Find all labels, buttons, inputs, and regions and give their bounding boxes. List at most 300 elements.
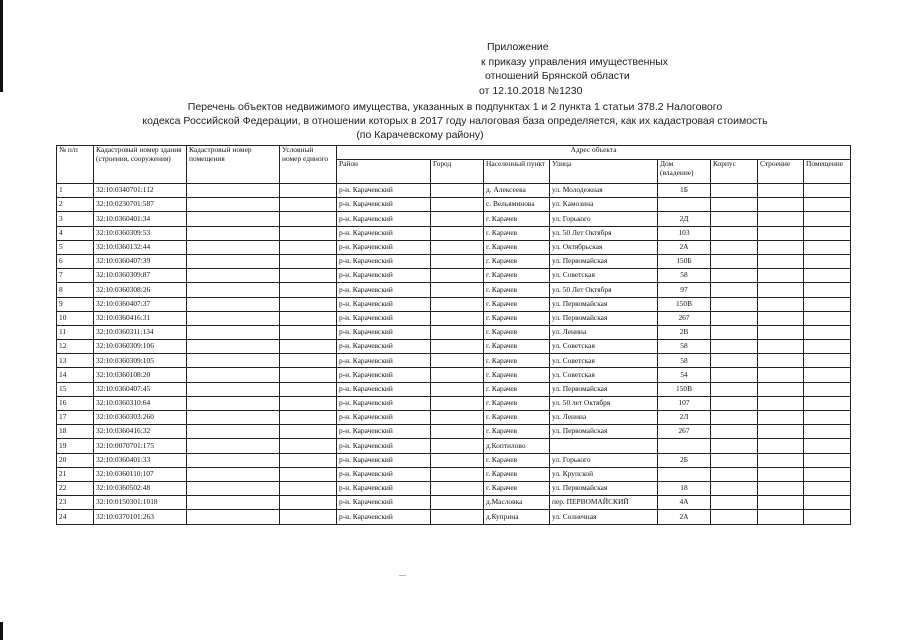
cell-street: ул. Горького <box>550 453 658 467</box>
cell-cadastral-building: 32:10:0360132:44 <box>94 240 187 254</box>
table-row <box>57 325 851 339</box>
cell-settlement: г. Карачев <box>484 467 550 481</box>
cell-num: 13 <box>57 354 94 368</box>
cell-room <box>804 354 851 368</box>
cell-city <box>431 297 484 311</box>
cell-settlement: д.Коптилово <box>484 439 550 453</box>
cell-num: 3 <box>57 212 94 226</box>
cell-cadastral-room <box>187 240 280 254</box>
cell-settlement: г. Карачев <box>484 368 550 382</box>
cell-num: 4 <box>57 226 94 240</box>
cell-korpus <box>711 439 758 453</box>
cell-settlement: г. Карачев <box>484 226 550 240</box>
cell-cadastral-building: 32:10:0150301:1018 <box>94 496 187 510</box>
cell-district: р-н. Карачевский <box>337 254 431 268</box>
cell-cadastral-room <box>187 311 280 325</box>
cell-cadastral-building: 32:10:0360309:87 <box>94 269 187 283</box>
cell-building <box>758 340 804 354</box>
cell-cadastral-building: 32:10:0360407:37 <box>94 297 187 311</box>
cell-room <box>804 184 851 198</box>
cell-num: 19 <box>57 439 94 453</box>
table-row <box>57 425 851 439</box>
cell-street: ул. Крупской <box>550 467 658 481</box>
cell-cadastral-room <box>187 510 280 524</box>
cell-room <box>804 311 851 325</box>
cell-cadastral-building: 32:10:0360416:31 <box>94 311 187 325</box>
cell-korpus <box>711 425 758 439</box>
cell-district: р-н. Карачевский <box>337 311 431 325</box>
cell-city <box>431 481 484 495</box>
cell-room <box>804 411 851 425</box>
table-row <box>57 184 851 198</box>
cell-street: ул. Ленина <box>550 325 658 339</box>
cell-city <box>431 510 484 524</box>
cell-street: ул. Первомайская <box>550 297 658 311</box>
cell-street: ул. Первомайская <box>550 425 658 439</box>
cell-city <box>431 411 484 425</box>
cell-conditional-number <box>280 311 337 325</box>
cell-city <box>431 425 484 439</box>
cell-building <box>758 368 804 382</box>
cell-conditional-number <box>280 496 337 510</box>
cell-num: 11 <box>57 325 94 339</box>
cell-district: р-н. Карачевский <box>337 340 431 354</box>
cell-conditional-number <box>280 212 337 226</box>
cell-building <box>758 254 804 268</box>
cell-korpus <box>711 496 758 510</box>
cell-num: 9 <box>57 297 94 311</box>
cell-city <box>431 254 484 268</box>
cell-district: р-н. Карачевский <box>337 226 431 240</box>
cell-district: р-н. Карачевский <box>337 325 431 339</box>
cell-building <box>758 411 804 425</box>
table-row <box>57 254 851 268</box>
table-row <box>57 496 851 510</box>
cell-num: 7 <box>57 269 94 283</box>
cell-street: ул. Молодежная <box>550 184 658 198</box>
header-house: Дом (владение) <box>658 160 711 184</box>
cell-district: р-н. Карачевский <box>337 354 431 368</box>
cell-cadastral-room <box>187 439 280 453</box>
cell-city <box>431 212 484 226</box>
cell-house: 150Б <box>658 254 711 268</box>
table-body <box>57 184 851 525</box>
header-settlement: Населенный пункт <box>484 160 550 184</box>
cell-conditional-number <box>280 184 337 198</box>
cell-street: ул. Горького <box>550 212 658 226</box>
cell-settlement: г. Карачев <box>484 240 550 254</box>
cell-district: р-н. Карачевский <box>337 453 431 467</box>
cell-settlement: г. Карачев <box>484 340 550 354</box>
cell-cadastral-room <box>187 382 280 396</box>
cell-settlement: с. Вельяминова <box>484 198 550 212</box>
cell-house: 267 <box>658 311 711 325</box>
table-row <box>57 297 851 311</box>
cell-cadastral-building: 32:10:0360309:53 <box>94 226 187 240</box>
cell-cadastral-room <box>187 283 280 297</box>
cell-num: 22 <box>57 481 94 495</box>
cell-building <box>758 510 804 524</box>
header-cadastral-building: Кадастровый номер здания (строения, сооружения) <box>94 146 187 184</box>
cell-house: 107 <box>658 396 711 410</box>
cell-cadastral-room <box>187 212 280 226</box>
cell-korpus <box>711 510 758 524</box>
cell-num: 1 <box>57 184 94 198</box>
cell-room <box>804 439 851 453</box>
cell-building <box>758 297 804 311</box>
cell-street: ул. Советская <box>550 368 658 382</box>
cell-settlement: д.Куприна <box>484 510 550 524</box>
cell-cadastral-building: 32:10:0360110:107 <box>94 467 187 481</box>
table-row <box>57 453 851 467</box>
cell-house: 2Л <box>658 411 711 425</box>
cell-city <box>431 283 484 297</box>
cell-num: 14 <box>57 368 94 382</box>
cell-street: ул. 50 Лет Октября <box>550 226 658 240</box>
header-room: Помещение <box>804 160 851 184</box>
cell-conditional-number <box>280 283 337 297</box>
cell-street: ул. Первомайская <box>550 254 658 268</box>
cell-house: 267 <box>658 425 711 439</box>
cell-conditional-number <box>280 425 337 439</box>
header-cadastral-room: Кадастровый номер помещения <box>187 146 280 184</box>
department-line: отношений Брянской области <box>485 70 630 82</box>
cell-district: р-н. Карачевский <box>337 467 431 481</box>
cell-city <box>431 269 484 283</box>
cell-cadastral-room <box>187 325 280 339</box>
cell-num: 20 <box>57 453 94 467</box>
cell-cadastral-room <box>187 396 280 410</box>
cell-house: 18 <box>658 481 711 495</box>
cell-settlement: г. Карачев <box>484 425 550 439</box>
cell-street: ул. Советская <box>550 340 658 354</box>
cell-conditional-number <box>280 269 337 283</box>
cell-settlement: г. Карачев <box>484 311 550 325</box>
cell-house: 2А <box>658 240 711 254</box>
table-row <box>57 340 851 354</box>
cell-district: р-н. Карачевский <box>337 269 431 283</box>
cell-conditional-number <box>280 411 337 425</box>
cell-korpus <box>711 269 758 283</box>
table-row <box>57 411 851 425</box>
cell-settlement: д.Масловка <box>484 496 550 510</box>
cell-cadastral-room <box>187 354 280 368</box>
cell-building <box>758 453 804 467</box>
cell-num: 16 <box>57 396 94 410</box>
cell-num: 17 <box>57 411 94 425</box>
cell-korpus <box>711 240 758 254</box>
cell-cadastral-room <box>187 226 280 240</box>
cell-korpus <box>711 283 758 297</box>
cell-house: 150В <box>658 297 711 311</box>
cell-room <box>804 283 851 297</box>
cell-korpus <box>711 411 758 425</box>
cell-room <box>804 425 851 439</box>
title-line-3: (по Карачевскому району) <box>356 129 484 141</box>
cell-conditional-number <box>280 297 337 311</box>
cell-building <box>758 467 804 481</box>
cell-cadastral-building: 32:10:0360303:260 <box>94 411 187 425</box>
cell-num: 12 <box>57 340 94 354</box>
table-row <box>57 212 851 226</box>
cell-room <box>804 226 851 240</box>
cell-cadastral-building: 32:10:0360502:48 <box>94 481 187 495</box>
table-row <box>57 510 851 524</box>
cell-house: 58 <box>658 269 711 283</box>
cell-building <box>758 354 804 368</box>
cell-conditional-number <box>280 226 337 240</box>
cell-korpus <box>711 354 758 368</box>
cell-korpus <box>711 311 758 325</box>
cell-korpus <box>711 184 758 198</box>
header-district: Район <box>337 160 431 184</box>
cell-district: р-н. Карачевский <box>337 411 431 425</box>
cell-cadastral-building: 32:10:0340701:112 <box>94 184 187 198</box>
cell-street <box>550 439 658 453</box>
cell-korpus <box>711 297 758 311</box>
cell-house: 54 <box>658 368 711 382</box>
cell-cadastral-room <box>187 368 280 382</box>
header-city: Город <box>431 160 484 184</box>
cell-room <box>804 254 851 268</box>
cell-building <box>758 396 804 410</box>
cell-building <box>758 425 804 439</box>
cell-district: р-н. Карачевский <box>337 496 431 510</box>
cell-conditional-number <box>280 254 337 268</box>
cell-cadastral-room <box>187 425 280 439</box>
cell-building <box>758 439 804 453</box>
cell-cadastral-room <box>187 467 280 481</box>
cell-num: 24 <box>57 510 94 524</box>
cell-conditional-number <box>280 382 337 396</box>
cell-street: ул. Октябрьская <box>550 240 658 254</box>
cell-settlement: г. Карачев <box>484 254 550 268</box>
cell-settlement: г. Карачев <box>484 325 550 339</box>
cell-building <box>758 240 804 254</box>
scan-edge-mark <box>0 0 3 92</box>
cell-street: ул. Первомайская <box>550 382 658 396</box>
cell-city <box>431 184 484 198</box>
cell-korpus <box>711 226 758 240</box>
cell-room <box>804 325 851 339</box>
cell-house: 58 <box>658 340 711 354</box>
cell-cadastral-building: 32:10:0360308:26 <box>94 283 187 297</box>
cell-num: 2 <box>57 198 94 212</box>
cell-room <box>804 340 851 354</box>
cell-city <box>431 496 484 510</box>
cell-settlement: г. Карачев <box>484 212 550 226</box>
cell-cadastral-room <box>187 198 280 212</box>
title-line-2: кодекса Российской Федерации, в отношении которых в 2017 году налоговая база определяется, как их кадастровая стоимость <box>142 115 768 127</box>
cell-city <box>431 467 484 481</box>
cell-cadastral-room <box>187 481 280 495</box>
cell-district: р-н. Карачевский <box>337 184 431 198</box>
cell-city <box>431 226 484 240</box>
cell-house: 1Б <box>658 184 711 198</box>
cell-room <box>804 496 851 510</box>
cell-cadastral-room <box>187 453 280 467</box>
cell-room <box>804 481 851 495</box>
title-line-1: Перечень объектов недвижимого имущества, указанных в подпунктах 1 и 2 пункта 1 статьи 378.2 Налогового <box>187 101 723 113</box>
cell-conditional-number <box>280 439 337 453</box>
cell-room <box>804 467 851 481</box>
cell-district: р-н. Карачевский <box>337 240 431 254</box>
cell-district: р-н. Карачевский <box>337 297 431 311</box>
cell-conditional-number <box>280 396 337 410</box>
cell-room <box>804 198 851 212</box>
cell-room <box>804 240 851 254</box>
cell-cadastral-building: 32:10:0360416:32 <box>94 425 187 439</box>
cell-conditional-number <box>280 467 337 481</box>
cell-street: ул. 50 лет Октября <box>550 396 658 410</box>
cell-district: р-н. Карачевский <box>337 198 431 212</box>
cell-settlement: г. Карачев <box>484 481 550 495</box>
table-row <box>57 311 851 325</box>
cell-room <box>804 510 851 524</box>
cell-city <box>431 439 484 453</box>
cell-korpus <box>711 254 758 268</box>
cell-korpus <box>711 198 758 212</box>
cell-num: 15 <box>57 382 94 396</box>
cell-street: пер. ПЕРВОМАЙСКИЙ <box>550 496 658 510</box>
cell-cadastral-building: 32:10:0360309:106 <box>94 340 187 354</box>
cell-district: р-н. Карачевский <box>337 439 431 453</box>
cell-city <box>431 240 484 254</box>
table-row <box>57 198 851 212</box>
cell-city <box>431 453 484 467</box>
table-row <box>57 354 851 368</box>
cell-cadastral-building: 32:10:0360311:134 <box>94 325 187 339</box>
cell-num: 10 <box>57 311 94 325</box>
table-row <box>57 481 851 495</box>
cell-building <box>758 283 804 297</box>
cell-room <box>804 368 851 382</box>
cell-cadastral-room <box>187 184 280 198</box>
cell-conditional-number <box>280 354 337 368</box>
cell-korpus <box>711 368 758 382</box>
cell-building <box>758 311 804 325</box>
table-row <box>57 269 851 283</box>
cell-building <box>758 212 804 226</box>
cell-building <box>758 269 804 283</box>
cell-cadastral-room <box>187 254 280 268</box>
cell-conditional-number <box>280 368 337 382</box>
cell-street: ул. Ленина <box>550 411 658 425</box>
cell-settlement: д. Алексеева <box>484 184 550 198</box>
cell-cadastral-room <box>187 411 280 425</box>
cell-room <box>804 269 851 283</box>
cell-house: 2Б <box>658 453 711 467</box>
table-row <box>57 240 851 254</box>
table-row <box>57 396 851 410</box>
cell-cadastral-room <box>187 496 280 510</box>
table-row <box>57 439 851 453</box>
header-conditional-number: Условный номер единого <box>280 146 337 184</box>
order-line: к приказу управления имущественных <box>481 55 669 68</box>
cell-street: ул. Камозина <box>550 198 658 212</box>
cell-house: 103 <box>658 226 711 240</box>
cell-district: р-н. Карачевский <box>337 510 431 524</box>
cell-building <box>758 184 804 198</box>
cell-conditional-number <box>280 481 337 495</box>
cell-settlement: г. Карачев <box>484 382 550 396</box>
cell-korpus <box>711 467 758 481</box>
cell-street: ул. Советская <box>550 354 658 368</box>
cell-conditional-number <box>280 198 337 212</box>
cell-city <box>431 382 484 396</box>
cell-district: р-н. Карачевский <box>337 382 431 396</box>
cell-city <box>431 311 484 325</box>
property-table <box>56 145 851 525</box>
cell-settlement: г. Карачев <box>484 354 550 368</box>
cell-house: 2Д <box>658 212 711 226</box>
cell-cadastral-building: 32:10:0230701:587 <box>94 198 187 212</box>
cell-building <box>758 382 804 396</box>
cell-district: р-н. Карачевский <box>337 368 431 382</box>
cell-conditional-number <box>280 340 337 354</box>
header-street: Улица <box>550 160 658 184</box>
cell-room <box>804 382 851 396</box>
cell-cadastral-building: 32:10:0360310:64 <box>94 396 187 410</box>
cell-district: р-н. Карачевский <box>337 283 431 297</box>
document-title <box>60 100 850 142</box>
cell-cadastral-building: 32:10:0370101:263 <box>94 510 187 524</box>
cell-city <box>431 325 484 339</box>
header-num: № п/п <box>57 146 94 184</box>
cell-building <box>758 496 804 510</box>
order-date-line: от 12.10.2018 №1230 <box>479 84 583 97</box>
cell-cadastral-room <box>187 297 280 311</box>
header-korpus: Корпус <box>711 160 758 184</box>
cell-house: 58 <box>658 354 711 368</box>
cell-settlement: г. Карачев <box>484 453 550 467</box>
cell-settlement: г. Карачев <box>484 396 550 410</box>
cell-cadastral-room <box>187 269 280 283</box>
cell-cadastral-building: 32:10:0360309:105 <box>94 354 187 368</box>
cell-korpus <box>711 453 758 467</box>
table-row <box>57 467 851 481</box>
cell-num: 18 <box>57 425 94 439</box>
header-address: Адрес объекта <box>337 146 851 160</box>
cell-room <box>804 297 851 311</box>
cell-korpus <box>711 325 758 339</box>
cell-korpus <box>711 481 758 495</box>
table-row <box>57 382 851 396</box>
cell-house: 2В <box>658 325 711 339</box>
cell-house <box>658 467 711 481</box>
cell-district: р-н. Карачевский <box>337 425 431 439</box>
cell-building <box>758 325 804 339</box>
cell-building <box>758 481 804 495</box>
header-building: Строение <box>758 160 804 184</box>
cell-num: 8 <box>57 283 94 297</box>
cell-house: 97 <box>658 283 711 297</box>
cell-city <box>431 354 484 368</box>
cell-korpus <box>711 396 758 410</box>
cell-settlement: г. Карачев <box>484 297 550 311</box>
cell-city <box>431 396 484 410</box>
table-row <box>57 226 851 240</box>
cell-num: 23 <box>57 496 94 510</box>
cell-korpus <box>711 382 758 396</box>
appendix-label: Приложение <box>487 41 549 53</box>
cell-cadastral-building: 32:10:0360407:45 <box>94 382 187 396</box>
cell-conditional-number <box>280 453 337 467</box>
cell-building <box>758 226 804 240</box>
cell-street: ул. 50 Лет Октября <box>550 283 658 297</box>
cell-street: ул. Первомайская <box>550 481 658 495</box>
cell-cadastral-building: 32:10:0070701:175 <box>94 439 187 453</box>
